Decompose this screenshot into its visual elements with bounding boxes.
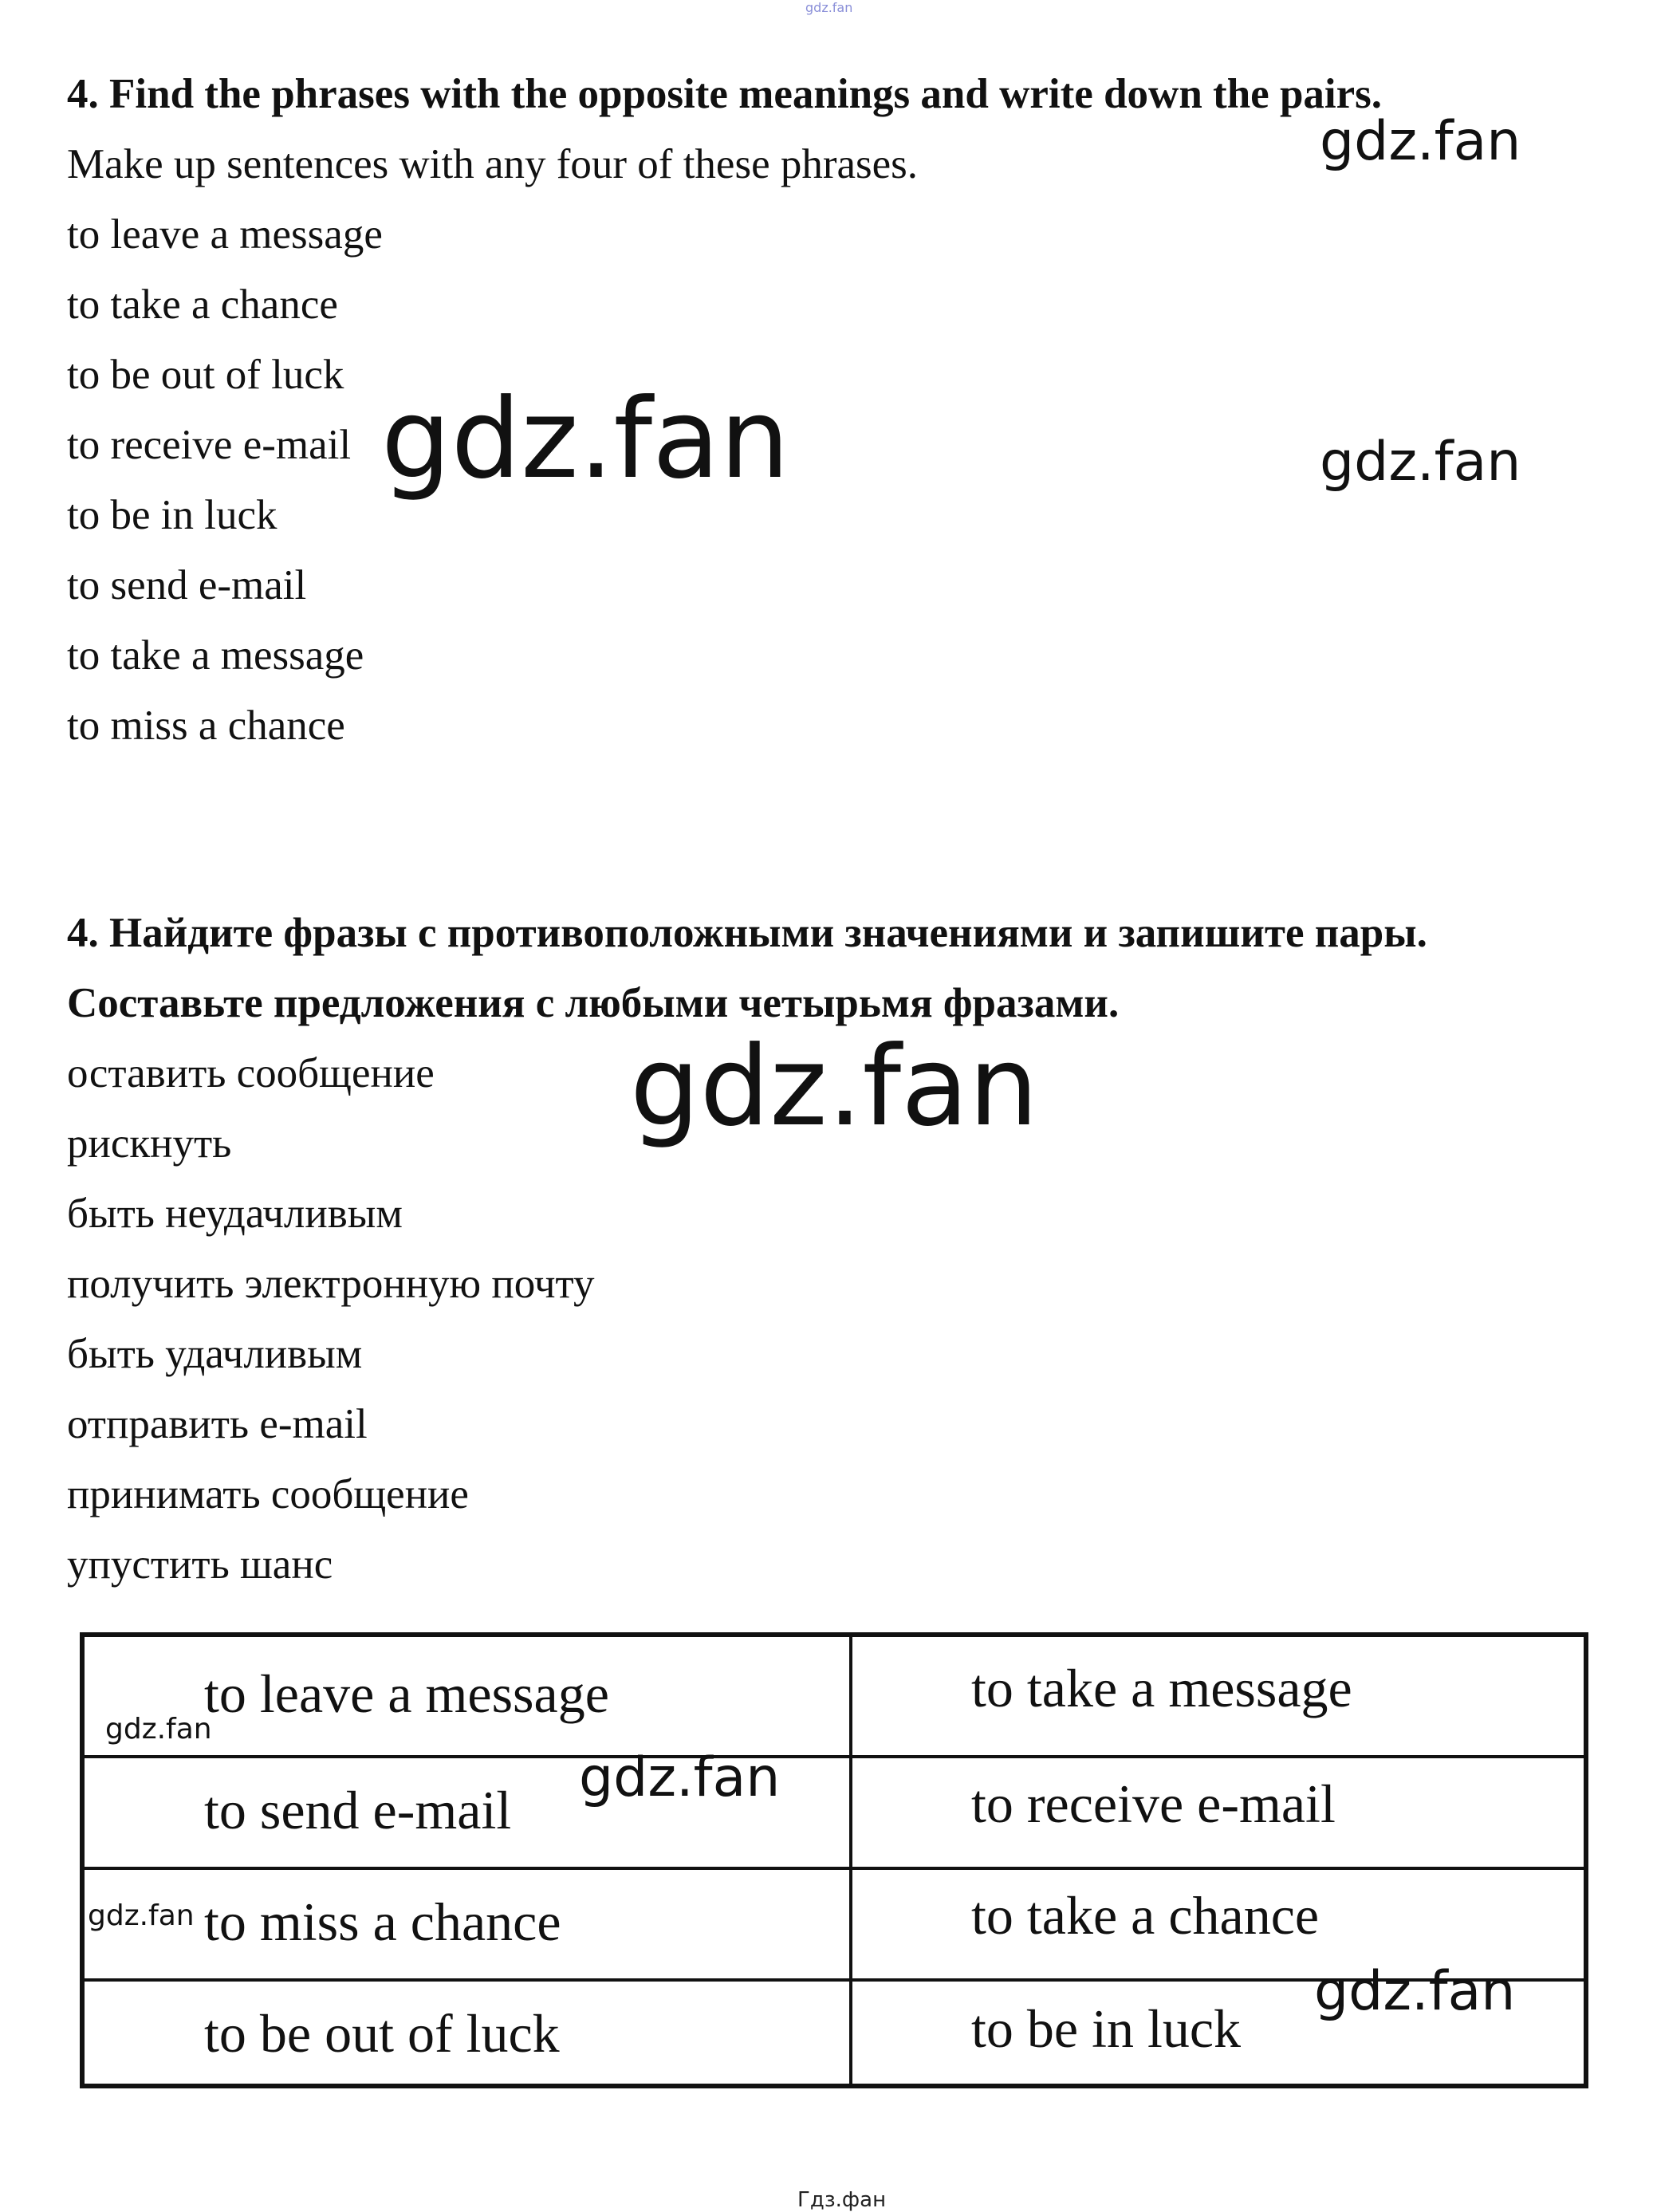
table-cell-right: to take a chance	[971, 1885, 1320, 1946]
watermark-top: gdz.fan	[805, 0, 853, 15]
phrase-en: to take a message	[67, 632, 364, 679]
watermark: gdz.fan	[579, 1746, 781, 1809]
table-row-divider	[85, 1755, 1584, 1758]
phrase-en: to be out of luck	[67, 352, 344, 398]
table-cell-right: to receive e-mail	[971, 1773, 1336, 1834]
phrase-ru: упустить шанс	[67, 1541, 333, 1588]
table-cell-left: to miss a chance	[204, 1891, 561, 1952]
table-cell-left: to be out of luck	[204, 2003, 560, 2064]
phrase-ru: быть удачливым	[67, 1331, 363, 1377]
phrase-en: to be in luck	[67, 492, 277, 538]
phrase-en: to miss a chance	[67, 703, 345, 749]
phrase-en: to take a chance	[67, 281, 338, 328]
phrase-en: to send e-mail	[67, 562, 307, 608]
phrase-ru: получить электронную почту	[67, 1261, 595, 1307]
task-heading-en: 4. Find the phrases with the opposite meanings and write down the pairs.	[67, 71, 1383, 117]
table-cell-right: to take a message	[971, 1658, 1352, 1718]
watermark: gdz.fan	[1320, 431, 1521, 494]
phrase-ru: оставить сообщение	[67, 1050, 435, 1096]
watermark: gdz.fan	[630, 1022, 1039, 1151]
task-instruction-en: Make up sentences with any four of these phrases.	[67, 141, 919, 187]
phrase-ru: отправить e-mail	[67, 1401, 368, 1447]
table-cell-left: to leave a message	[204, 1663, 609, 1724]
phrase-ru: быть неудачливым	[67, 1191, 403, 1237]
watermark: gdz.fan	[1314, 1960, 1516, 2023]
task-instruction-ru: Составьте предложения с любыми четырьмя фразами.	[67, 980, 1120, 1026]
table-column-divider	[849, 1637, 852, 2084]
watermark: gdz.fan	[381, 375, 790, 503]
phrase-ru: рискнуть	[67, 1120, 232, 1167]
phrase-en: to receive e-mail	[67, 422, 352, 468]
table-cell-left: to send e-mail	[204, 1780, 512, 1840]
table-row-divider	[85, 1867, 1584, 1870]
task-heading-ru: 4. Найдите фразы с противоположными значениями и запишите пары.	[67, 910, 1427, 956]
watermark: gdz.fan	[105, 1713, 212, 1746]
watermark: gdz.fan	[1320, 110, 1521, 173]
watermark-footer: Гдз.фан	[797, 2188, 887, 2212]
table-cell-right: to be in luck	[971, 1998, 1242, 2059]
phrase-ru: принимать сообщение	[67, 1471, 469, 1517]
phrase-en: to leave a message	[67, 211, 383, 258]
watermark: gdz.fan	[88, 1899, 195, 1932]
